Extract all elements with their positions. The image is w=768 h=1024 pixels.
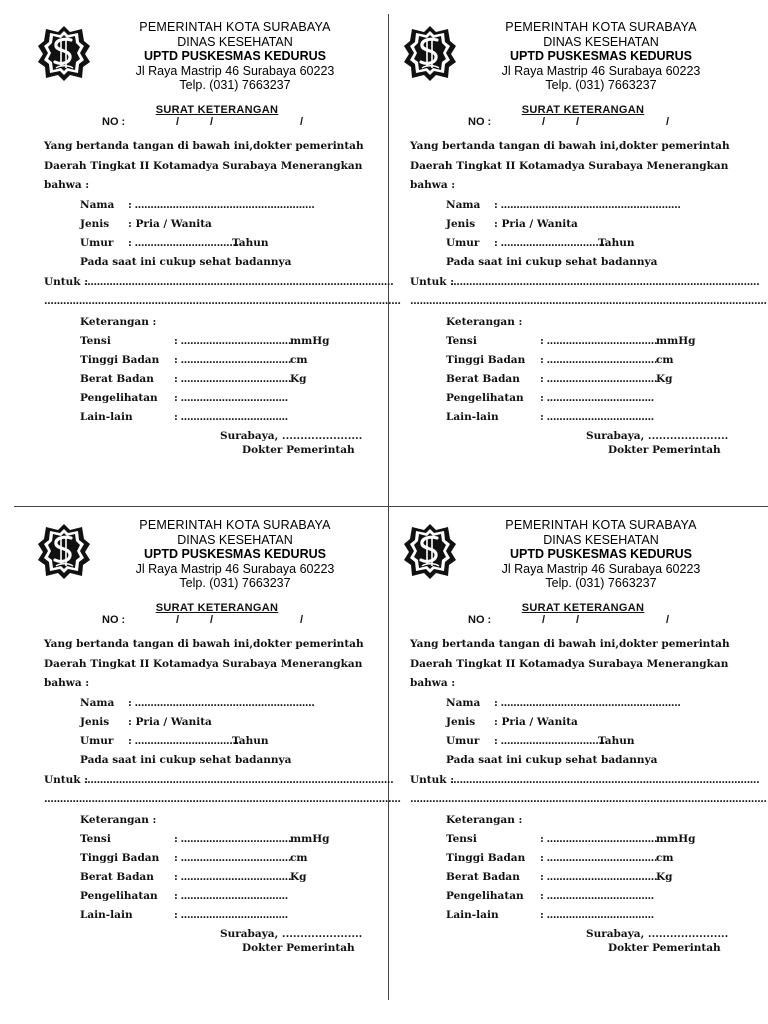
field-label-penglihatan: Pengelihatan	[80, 392, 158, 404]
letterhead	[100, 518, 370, 591]
clinic-name: UPTD PUSKESMAS KEDURUS	[144, 49, 326, 63]
intro-text: bahwa :	[44, 677, 90, 689]
clinic-phone: Telp. (031) 7663237	[179, 576, 291, 590]
unit-cm: cm	[290, 354, 308, 366]
intro-text: Yang bertanda tangan di bawah ini,dokter pemerintah	[410, 638, 730, 650]
department-name: DINAS KESEHATAN	[177, 532, 293, 547]
field-label-lain: Lain-lain	[446, 411, 499, 423]
field-blank-tinggi: : ...................................	[540, 852, 657, 864]
intro-text: bahwa :	[410, 179, 456, 191]
field-label-nama: Nama	[80, 199, 115, 211]
purpose-label: Untuk :	[44, 774, 89, 786]
clinic-address: Jl Raya Mastrip 46 Surabaya 60223	[135, 63, 335, 78]
government-name: PEMERINTAH KOTA SURABAYA	[139, 518, 331, 532]
number-separator: /	[666, 614, 670, 626]
number-separator: /	[210, 614, 214, 626]
field-label-berat: Berat Badan	[446, 373, 520, 385]
health-statement: Pada saat ini cukup sehat badannya	[446, 256, 658, 268]
document-number-line	[468, 116, 728, 128]
field-value-jenis: : Pria / Wanita	[128, 218, 212, 230]
horizontal-cut-line	[14, 506, 768, 507]
field-label-umur: Umur	[80, 735, 114, 747]
remarks-label: Keterangan :	[446, 316, 523, 328]
health-statement: Pada saat ini cukup sehat badannya	[446, 754, 658, 766]
purpose-blank-line: .................................................................................................................	[410, 793, 767, 805]
field-blank-tensi: : ...................................	[540, 335, 657, 347]
unit-tahun: Tahun	[598, 735, 635, 747]
number-separator: /	[542, 614, 546, 626]
field-blank-penglihatan: : ..................................	[540, 392, 654, 404]
document-title: SURAT KETERANGAN	[155, 602, 279, 614]
field-blank-lain: : ..................................	[174, 909, 288, 921]
number-separator: /	[300, 614, 304, 626]
field-label-tinggi: Tinggi Badan	[446, 354, 526, 366]
field-label-penglihatan: Pengelihatan	[80, 890, 158, 902]
number-separator: /	[666, 116, 670, 128]
field-label-nama: Nama	[80, 697, 115, 709]
document-number-line	[468, 614, 728, 626]
field-label-tensi: Tensi	[80, 833, 111, 845]
clinic-phone: Telp. (031) 7663237	[179, 78, 291, 92]
signature-title: Dokter Pemerintah	[608, 444, 721, 456]
field-blank-berat: : ...................................	[174, 373, 291, 385]
field-blank-nama: : .........................................................	[494, 199, 681, 211]
purpose-label: Untuk :	[410, 276, 455, 288]
unit-kg: Kg	[290, 871, 307, 883]
field-blank-umur: : ..................................	[494, 735, 608, 747]
intro-text: Daerah Tingkat II Kotamadya Surabaya Menerangkan	[410, 658, 729, 670]
surabaya-crest-icon	[402, 522, 458, 580]
unit-kg: Kg	[290, 373, 307, 385]
clinic-name: UPTD PUSKESMAS KEDURUS	[510, 49, 692, 63]
field-blank-lain: : ..................................	[540, 411, 654, 423]
purpose-blank-line: .................................................................................................................	[44, 793, 401, 805]
field-label-jenis: Jenis	[80, 218, 110, 230]
purpose-blank-line: .................................................................................................................	[410, 295, 767, 307]
signature-title: Dokter Pemerintah	[242, 942, 355, 954]
field-blank-penglihatan: : ..................................	[540, 890, 654, 902]
field-blank-tinggi: : ...................................	[540, 354, 657, 366]
field-label-berat: Berat Badan	[80, 871, 154, 883]
document-title: SURAT KETERANGAN	[155, 104, 279, 116]
field-label-umur: Umur	[446, 237, 480, 249]
government-name: PEMERINTAH KOTA SURABAYA	[139, 20, 331, 34]
unit-cm: cm	[290, 852, 308, 864]
field-label-berat: Berat Badan	[80, 373, 154, 385]
field-label-tensi: Tensi	[80, 335, 111, 347]
field-label-tinggi: Tinggi Badan	[80, 852, 160, 864]
field-blank-umur: : ..................................	[494, 237, 608, 249]
field-label-tinggi: Tinggi Badan	[80, 354, 160, 366]
field-label-nama: Nama	[446, 199, 481, 211]
surabaya-crest-icon	[402, 24, 458, 82]
field-blank-tensi: : ...................................	[540, 833, 657, 845]
field-blank-penglihatan: : ..................................	[174, 890, 288, 902]
unit-kg: Kg	[656, 871, 673, 883]
number-label: NO :	[468, 116, 492, 128]
clinic-address: Jl Raya Mastrip 46 Surabaya 60223	[501, 561, 701, 576]
clinic-address: Jl Raya Mastrip 46 Surabaya 60223	[135, 561, 335, 576]
field-label-jenis: Jenis	[446, 218, 476, 230]
department-name: DINAS KESEHATAN	[177, 34, 293, 49]
document-number-line	[102, 614, 362, 626]
field-blank-tinggi: : ...................................	[174, 354, 291, 366]
field-blank-nama: : .........................................................	[128, 199, 315, 211]
document-title: SURAT KETERANGAN	[521, 602, 645, 614]
clinic-name: UPTD PUSKESMAS KEDURUS	[510, 547, 692, 561]
field-value-jenis: : Pria / Wanita	[494, 218, 578, 230]
field-label-lain: Lain-lain	[80, 909, 133, 921]
intro-text: Yang bertanda tangan di bawah ini,dokter pemerintah	[44, 140, 364, 152]
field-label-tensi: Tensi	[446, 833, 477, 845]
remarks-label: Keterangan :	[446, 814, 523, 826]
purpose-blank: ..................................................................................................	[450, 774, 760, 786]
field-blank-berat: : ...................................	[540, 373, 657, 385]
certificate-form	[22, 514, 401, 994]
unit-mmhg: mmHg	[656, 833, 696, 845]
intro-text: Daerah Tingkat II Kotamadya Surabaya Menerangkan	[44, 160, 363, 172]
field-label-nama: Nama	[446, 697, 481, 709]
remarks-label: Keterangan :	[80, 814, 157, 826]
government-name: PEMERINTAH KOTA SURABAYA	[505, 518, 697, 532]
field-blank-berat: : ...................................	[174, 871, 291, 883]
surabaya-crest-icon	[36, 24, 92, 82]
intro-text: Yang bertanda tangan di bawah ini,dokter pemerintah	[44, 638, 364, 650]
number-separator: /	[176, 116, 180, 128]
document-title: SURAT KETERANGAN	[521, 104, 645, 116]
field-label-umur: Umur	[80, 237, 114, 249]
health-statement: Pada saat ini cukup sehat badannya	[80, 754, 292, 766]
field-label-lain: Lain-lain	[446, 909, 499, 921]
purpose-label: Untuk :	[44, 276, 89, 288]
unit-kg: Kg	[656, 373, 673, 385]
field-label-tensi: Tensi	[446, 335, 477, 347]
signature-place-date: Surabaya, ......................	[586, 430, 729, 442]
signature-place-date: Surabaya, ......................	[586, 928, 729, 940]
intro-text: Yang bertanda tangan di bawah ini,dokter pemerintah	[410, 140, 730, 152]
purpose-blank: ..................................................................................................	[450, 276, 760, 288]
field-blank-lain: : ..................................	[174, 411, 288, 423]
number-separator: /	[300, 116, 304, 128]
field-blank-nama: : .........................................................	[128, 697, 315, 709]
unit-tahun: Tahun	[598, 237, 635, 249]
field-label-tinggi: Tinggi Badan	[446, 852, 526, 864]
field-blank-lain: : ..................................	[540, 909, 654, 921]
number-separator: /	[176, 614, 180, 626]
field-blank-umur: : ..................................	[128, 237, 242, 249]
department-name: DINAS KESEHATAN	[543, 532, 659, 547]
unit-tahun: Tahun	[232, 735, 269, 747]
field-label-lain: Lain-lain	[80, 411, 133, 423]
field-label-jenis: Jenis	[446, 716, 476, 728]
document-number-line	[102, 116, 362, 128]
number-separator: /	[576, 614, 580, 626]
field-value-jenis: : Pria / Wanita	[128, 716, 212, 728]
number-separator: /	[542, 116, 546, 128]
field-blank-tensi: : ...................................	[174, 833, 291, 845]
number-separator: /	[210, 116, 214, 128]
number-separator: /	[576, 116, 580, 128]
intro-text: bahwa :	[44, 179, 90, 191]
certificate-form	[388, 514, 767, 994]
intro-text: bahwa :	[410, 677, 456, 689]
field-label-penglihatan: Pengelihatan	[446, 890, 524, 902]
unit-tahun: Tahun	[232, 237, 269, 249]
signature-place-date: Surabaya, ......................	[220, 430, 363, 442]
certificate-form	[388, 16, 767, 496]
government-name: PEMERINTAH KOTA SURABAYA	[505, 20, 697, 34]
clinic-phone: Telp. (031) 7663237	[545, 78, 657, 92]
unit-cm: cm	[656, 852, 674, 864]
field-value-jenis: : Pria / Wanita	[494, 716, 578, 728]
field-label-jenis: Jenis	[80, 716, 110, 728]
surabaya-crest-icon	[36, 522, 92, 580]
signature-title: Dokter Pemerintah	[242, 444, 355, 456]
number-label: NO :	[102, 116, 126, 128]
intro-text: Daerah Tingkat II Kotamadya Surabaya Menerangkan	[410, 160, 729, 172]
field-label-berat: Berat Badan	[446, 871, 520, 883]
purpose-blank: ..................................................................................................	[84, 774, 394, 786]
department-name: DINAS KESEHATAN	[543, 34, 659, 49]
field-label-penglihatan: Pengelihatan	[446, 392, 524, 404]
field-blank-berat: : ...................................	[540, 871, 657, 883]
number-label: NO :	[102, 614, 126, 626]
unit-mmhg: mmHg	[290, 833, 330, 845]
health-statement: Pada saat ini cukup sehat badannya	[80, 256, 292, 268]
letterhead	[100, 20, 370, 93]
unit-cm: cm	[656, 354, 674, 366]
certificate-form	[22, 16, 401, 496]
unit-mmhg: mmHg	[656, 335, 696, 347]
purpose-blank: ..................................................................................................	[84, 276, 394, 288]
field-blank-tensi: : ...................................	[174, 335, 291, 347]
field-blank-umur: : ..................................	[128, 735, 242, 747]
field-label-umur: Umur	[446, 735, 480, 747]
purpose-label: Untuk :	[410, 774, 455, 786]
signature-title: Dokter Pemerintah	[608, 942, 721, 954]
field-blank-penglihatan: : ..................................	[174, 392, 288, 404]
field-blank-tinggi: : ...................................	[174, 852, 291, 864]
letterhead	[466, 518, 736, 591]
clinic-phone: Telp. (031) 7663237	[545, 576, 657, 590]
purpose-blank-line: .................................................................................................................	[44, 295, 401, 307]
letterhead	[466, 20, 736, 93]
remarks-label: Keterangan :	[80, 316, 157, 328]
unit-mmhg: mmHg	[290, 335, 330, 347]
clinic-address: Jl Raya Mastrip 46 Surabaya 60223	[501, 63, 701, 78]
number-label: NO :	[468, 614, 492, 626]
clinic-name: UPTD PUSKESMAS KEDURUS	[144, 547, 326, 561]
signature-place-date: Surabaya, ......................	[220, 928, 363, 940]
intro-text: Daerah Tingkat II Kotamadya Surabaya Menerangkan	[44, 658, 363, 670]
field-blank-nama: : .........................................................	[494, 697, 681, 709]
